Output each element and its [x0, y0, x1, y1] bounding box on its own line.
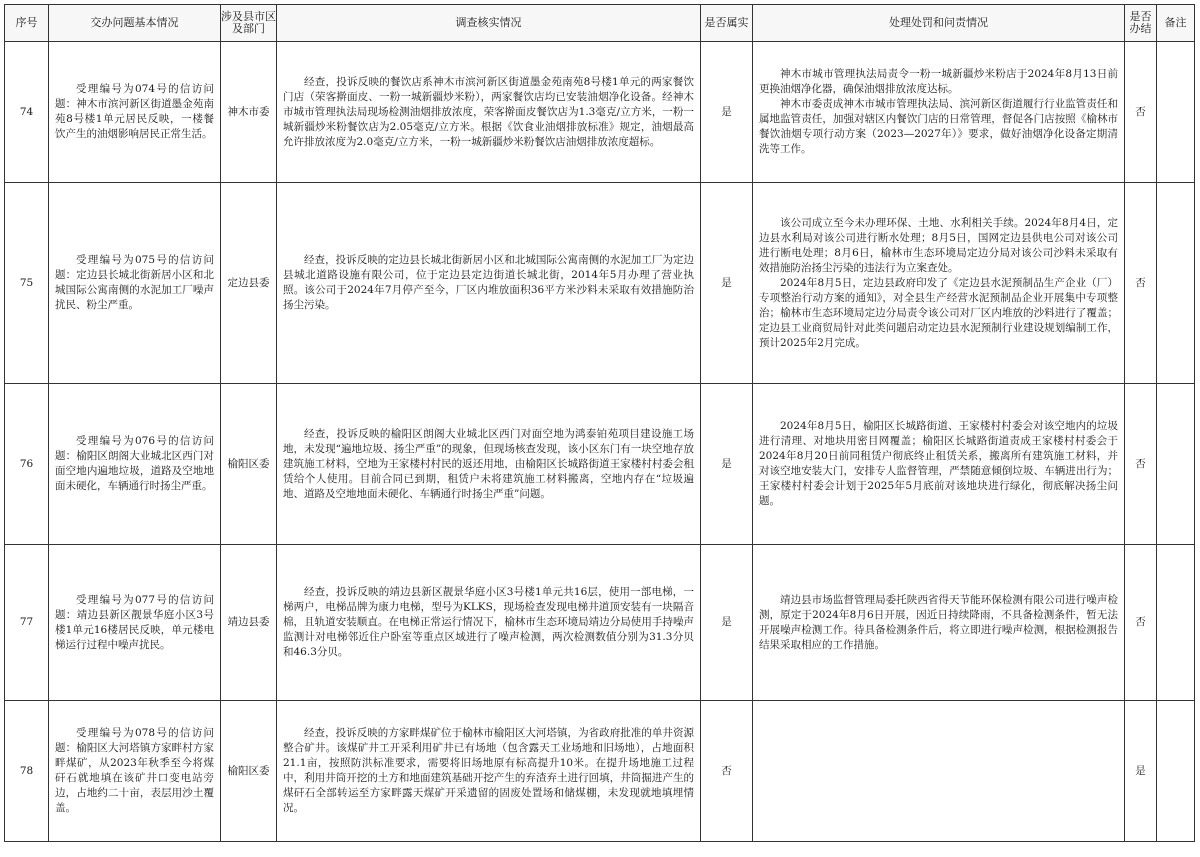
row-seq: 78	[5, 701, 49, 842]
row-dept: 定边县委	[221, 183, 277, 384]
row-handling	[753, 701, 1125, 842]
handling-paragraph: 该公司成立至今未办理环保、土地、水利相关手续。2024年8月4日，定边县水利局对该公司进行断水处理；8月5日，国网定边县供电公司对该公司进行断电处理；8月6日，榆林市生态环境局定边分局对该公司沙料未采取有效措施防治扬尘污染的违法行为立案查处。	[759, 216, 1118, 274]
row-seq: 75	[5, 183, 49, 384]
row-is-true: 是	[701, 183, 753, 384]
row-investigation	[277, 42, 701, 183]
investigation-text: 经查，投诉反映的餐饮店系神木市滨河新区街道墨金苑南苑8号楼1单元的两家餐饮门店（荣客擀面皮、一粉一城新疆炒米粉），两家餐饮店均已安装油烟净化设备。经神木市城市管理执法局现场检测油烟排放浓度，荣客擀面皮餐饮店为1.3毫克/立方米，一粉一城新疆炒米粉餐饮店为2.05毫克/立方米。根据《饮食业油烟排放标准》规定，油烟最高允许排放浓度为2.0毫克/立方米，一粉一城新疆炒米粉餐饮店油烟排放浓度超标。	[283, 75, 695, 148]
table-row	[5, 42, 1195, 183]
row-issue	[49, 384, 221, 545]
row-issue	[49, 42, 221, 183]
row-remarks	[1157, 183, 1195, 384]
header-remarks: 备注	[1157, 5, 1195, 42]
row-completed: 否	[1125, 183, 1157, 384]
case-table	[4, 4, 1195, 842]
header-is-true: 是否属实	[701, 5, 753, 42]
investigation-text: 经查，投诉反映的方家畔煤矿位于榆林市榆阳区大河塔镇，为省政府批准的单井资源整合矿井。该煤矿井工开采利用矿井已有场地（包含露天工业场地和旧场地），占地面积21.1亩，按照防洪标准要求，需要将旧场地原有标高提升10米。在提升场地施工过程中，利用井筒开挖的土方和地面建筑基础开挖产生的弃渣弃土进行回填，井筒掘进产生的煤矸石全部转运至方家畔露天煤矿开采遗留的固废处置场和储煤棚，未发现就地填埋情况。	[283, 727, 694, 814]
report-page	[4, 4, 1194, 851]
row-seq: 77	[5, 545, 49, 701]
row-completed: 否	[1125, 384, 1157, 545]
row-is-true: 是	[701, 384, 753, 545]
row-dept: 榆阳区委	[221, 384, 277, 545]
row-investigation	[277, 545, 701, 701]
row-is-true: 是	[701, 42, 753, 183]
investigation-text: 经查，投诉反映的榆阳区朗阁大业城北区西门对面空地为鸿泰铂苑项目建设施工场地，未发现“遍地垃圾、扬尘严重”的现象，但现场核查发现，该小区东门有一块空地存放建筑施工材料，空地为王家楼村村民的返还用地，由榆阳区长城路街道王家楼村村委会租赁给个人使用。目前合同已到期，租赁户未将建筑施工材料搬离，空地内存在“垃圾遍地、道路及空地地面未硬化、车辆通行时扬尘严重”问题。	[283, 427, 694, 500]
row-handling	[753, 42, 1125, 183]
header-completed: 是否办结	[1125, 5, 1157, 42]
row-handling	[753, 384, 1125, 545]
row-investigation	[277, 701, 701, 842]
row-dept: 靖边县委	[221, 545, 277, 701]
header-dept: 涉及县市区及部门	[221, 5, 277, 42]
header-investigation: 调查核实情况	[277, 5, 701, 42]
row-completed: 否	[1125, 545, 1157, 701]
handling-paragraph: 神木市城市管理执法局责令一粉一城新疆炒米粉店于2024年8月13日前更换油烟净化器，确保油烟排放浓度达标。	[759, 68, 1118, 95]
header-issue: 交办问题基本情况	[49, 5, 221, 42]
investigation-text: 经查，投诉反映的靖边县新区靓景华庭小区3号楼1单元共16层，使用一部电梯，一梯两户，电梯品牌为康力电梯，型号为KLKS，现场检查发现电梯井道顶安装有一块隔音棉，且轨道安装顺直。在电梯正常运行情况下，榆林市生态环境局靖边分局使用手持噪声监测计对电梯邻近住户卧室等重点区域进行了噪声检测，两次检测数值分别为31.3分贝和46.3分贝。	[283, 586, 694, 658]
row-is-true: 否	[701, 701, 753, 842]
issue-text: 受理编号为078号的信访问题：榆阳区大河塔镇方家畔村方家畔煤矿，从2023年秋季至今将煤矸石就地填在该矿井口变电站旁边，占地约二十亩，表层用沙土覆盖。	[55, 727, 214, 814]
row-handling	[753, 545, 1125, 701]
table-row	[5, 545, 1195, 701]
header-row	[5, 5, 1195, 42]
handling-paragraph: 2024年8月5日，榆阳区长城路街道、王家楼村村委会对该空地内的垃圾进行清理、对地块用密目网覆盖；榆阳区长城路街道责成王家楼村村委会于2024年8月20日前同租赁户彻底终止租赁关系，搬离所有建筑施工材料，并对该空地安装大门，安排专人监督管理，严禁随意倾倒垃圾、车辆进出行为；王家楼村村委会计划于2025年5月底前对该地块进行绿化，彻底解决扬尘问题。	[759, 420, 1118, 507]
header-handling: 处理处罚和问责情况	[753, 5, 1125, 42]
row-issue	[49, 183, 221, 384]
row-issue	[49, 545, 221, 701]
issue-text: 受理编号为076号的信访问题：榆阳区朗阁大业城北区西门对面空地内遍地垃圾，道路及空地地面未硬化，车辆通行时扬尘严重。	[55, 435, 214, 492]
row-issue	[49, 701, 221, 842]
table-row	[5, 183, 1195, 384]
row-is-true: 是	[701, 545, 753, 701]
issue-text: 受理编号为074号的信访问题：神木市滨河新区街道墨金苑南苑8号楼1单元居民反映，一楼餐饮产生的油烟影响居民正常生活。	[55, 83, 214, 140]
row-seq: 76	[5, 384, 49, 545]
handling-paragraph: 2024年8月5日，定边县政府印发了《定边县水泥预制品生产企业（厂）专项整治行动方案的通知》，对全县生产经营水泥预制品企业开展集中专项整治；榆林市生态环境局定边分局责令该公司对厂区内堆放的沙料进行了覆盖；定边县工业商贸局针对此类问题启动定边县水泥预制行业建设规划编制工作，预计2025年2月完成。	[759, 276, 1118, 349]
row-completed: 否	[1125, 42, 1157, 183]
row-handling	[753, 183, 1125, 384]
header-seq: 序号	[5, 5, 49, 42]
row-remarks	[1157, 701, 1195, 842]
row-dept: 榆阳区委	[221, 701, 277, 842]
issue-text: 受理编号为075号的信访问题：定边县长城北街新居小区和北城国际公寓南侧的水泥加工厂噪声扰民、粉尘严重。	[55, 254, 214, 311]
handling-paragraph: 靖边县市场监督管理局委托陕西省得天节能环保检测有限公司进行噪声检测，原定于2024年8月6日开展，因近日持续降雨，不具备检测条件，暂无法开展噪声检测工作。待具备检测条件后，将立即进行噪声检测，根据检测报告结果采取相应的工作措施。	[759, 593, 1118, 651]
row-completed: 是	[1125, 701, 1157, 842]
row-remarks	[1157, 42, 1195, 183]
issue-text: 受理编号为077号的信访问题：靖边县新区靓景华庭小区3号楼1单元16楼居民反映，单元楼电梯运行过程中噪声扰民。	[55, 593, 214, 651]
table-row	[5, 701, 1195, 842]
row-remarks	[1157, 545, 1195, 701]
row-dept: 神木市委	[221, 42, 277, 183]
table-row	[5, 384, 1195, 545]
investigation-text: 经查，投诉反映的定边县长城北街新居小区和北城国际公寓南侧的水泥加工厂为定边县城北道路设施有限公司，位于定边县定边街道长城北街，2014年5月办理了营业执照。该公司于2024年7月停产至今，厂区内堆放面积36平方米沙料未采取有效措施防治扬尘污染。	[283, 254, 694, 311]
row-seq: 74	[5, 42, 49, 183]
row-investigation	[277, 384, 701, 545]
handling-paragraph: 神木市委责成神木市城市管理执法局、滨河新区街道履行行业监管责任和属地监管责任，加强对辖区内餐饮门店的日常管理，督促各门店按照《榆林市餐饮油烟专项行动方案（2023—2027年）》要求，做好油烟净化设备定期清洗等工作。	[759, 98, 1118, 155]
row-investigation	[277, 183, 701, 384]
row-remarks	[1157, 384, 1195, 545]
